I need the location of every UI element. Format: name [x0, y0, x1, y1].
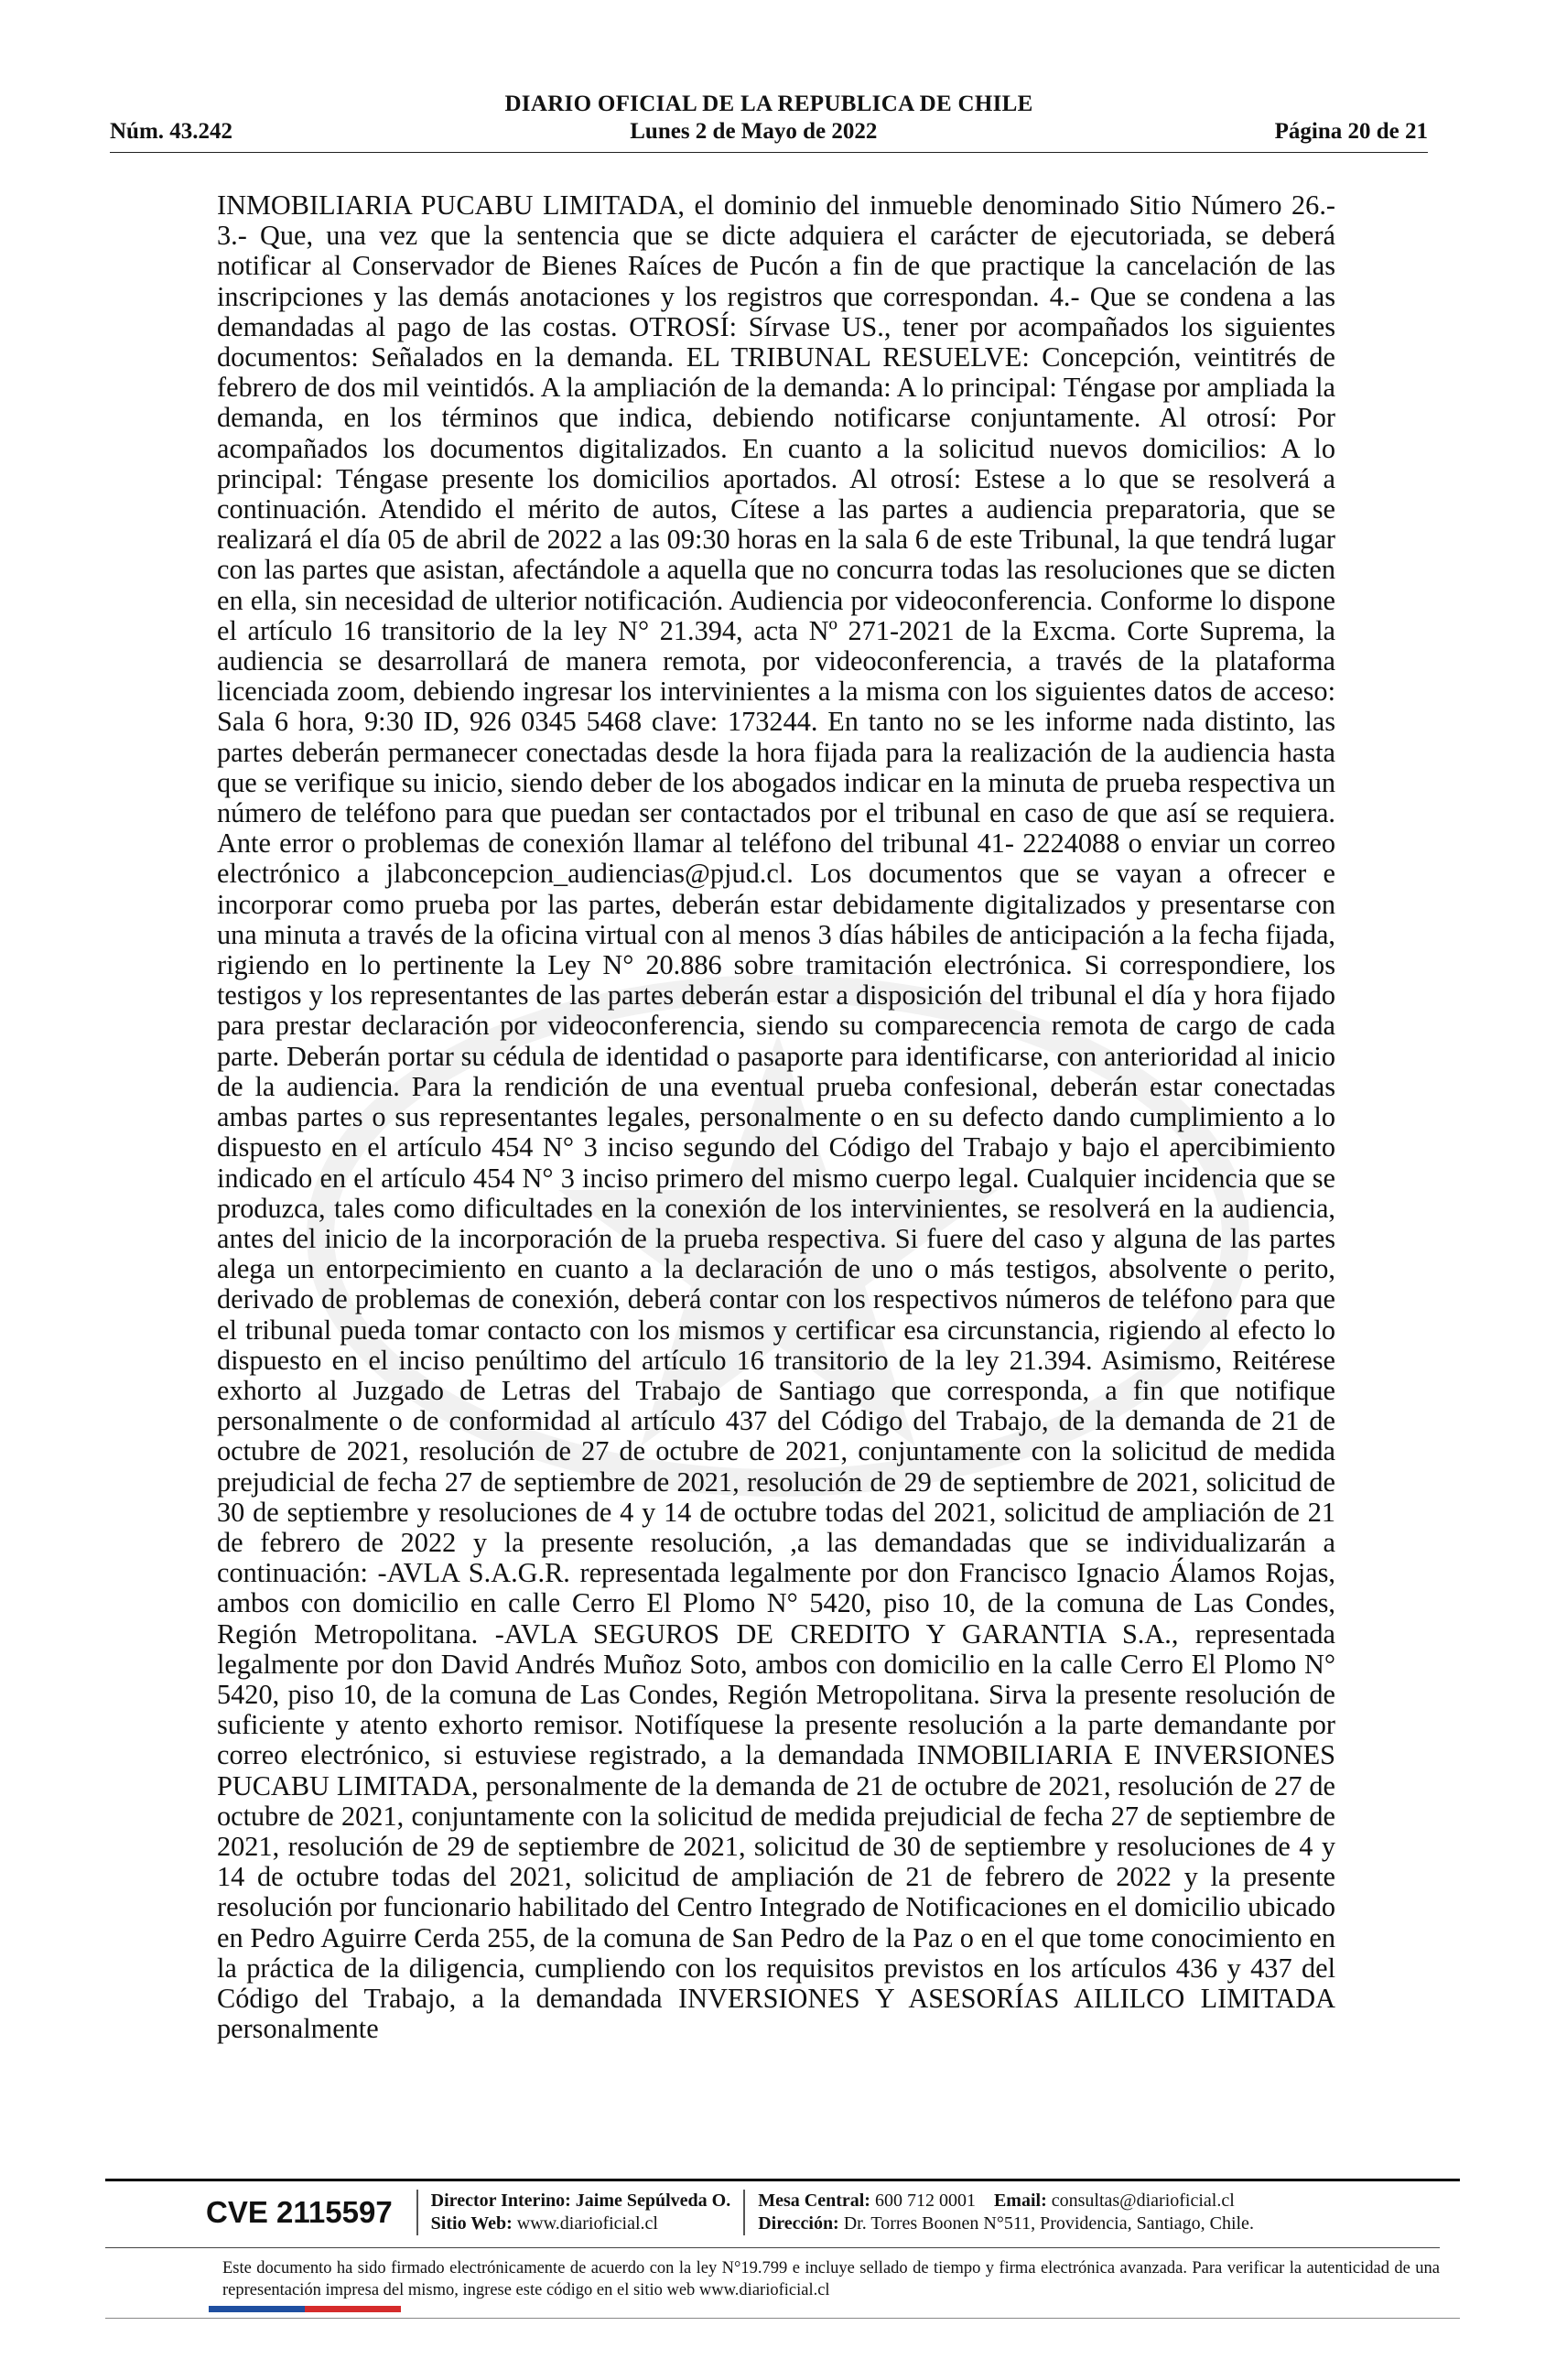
footer-info [105, 2181, 1460, 2244]
page-number: Página 20 de 21 [1274, 119, 1428, 144]
page-footer [105, 2179, 1460, 2301]
stripe-red [305, 2306, 401, 2312]
director-name: Jaime Sepúlveda O. [575, 2191, 731, 2211]
stripe-blue [209, 2306, 305, 2312]
address-value: Dr. Torres Boonen N°511, Providencia, Santiago, Chile. [843, 2213, 1254, 2234]
cve-code: CVE 2115597 [206, 2195, 393, 2229]
footer-contact-block [743, 2190, 1267, 2235]
director-label: Director Interino: [430, 2191, 571, 2211]
document-body: INMOBILIARIA PUCABU LIMITADA, el dominio del inmueble denominado Sitio Número 26.- 3.- Que, una vez que la sentencia que se dicte adquiera el carácter de ejecutoriada, se deberá notificar al Conservador de Bienes Raíces de Pucón a fin de que practique la cancelación de las inscripciones y las demás anotaciones y los registros que correspondan. 4.- Que se condena a las demandadas al pago de las costas. OTROSÍ: Sírvase US., tener por acompañados los siguientes documentos: Señalados en la demanda. EL TRIBUNAL RESUELVE: Concepción, veintitrés de febrero de dos mil veintidós. A la ampliación de la demanda: A lo principal: Téngase por ampliada la demanda, en los términos que indica, debiendo notificarse conjuntamente. Al otrosí: Por acompañados los documentos digitalizados. En cuanto a la solicitud nuevos domicilios: A lo principal: Téngase presente los domicilios aportados. Al otrosí: Estese a lo que se resolverá a continuación. Atendido el mérito de autos, Cítese a las partes a audiencia preparatoria, que se realizará el día 05 de abril de 2022 a las 09:30 horas en la sala 6 de este Tribunal, la que tendrá lugar con las partes que asistan, afectándole a aquella que no concurra todas las resoluciones que se dicten en ella, sin necesidad de ulterior notificación. Audiencia por videoconferencia. Conforme lo dispone el artículo 16 transitorio de la ley N° 21.394, acta Nº 271-2021 de la Excma. Corte Suprema, la audiencia se desarrollará de manera remota, por videoconferencia, a través de la plataforma licenciada zoom, debiendo ingresar los intervinientes a la misma con los siguientes datos de acceso: Sala 6 hora, 9:30 ID, 926 0345 5468 clave: 173244. En tanto no se les informe nada distinto, las partes deberán permanecer conectadas desde la hora fijada para la realización de la audiencia hasta que se verifique su inicio, siendo deber de los abogados indicar en la minuta de prueba respectiva un número de teléfono para que puedan ser contactados por el tribunal en caso de que así se requiera. Ante error o problemas de conexión llamar al teléfono del tribunal 41- 2224088 o enviar un correo electrónico a jlabconcepcion_audiencias@pjud.cl. Los documentos que se vayan a ofrecer e incorporar como prueba por las partes, deberán estar debidamente digitalizados y presentarse con una minuta a través de la oficina virtual con al menos 3 días hábiles de anticipación a la fecha fijada, rigiendo en lo pertinente la Ley N° 20.886 sobre tramitación electrónica. Si correspondiere, los testigos y los representantes de las partes deberán estar a disposición del tribunal el día y hora fijado para prestar declaración por videoconferencia, siendo su comparecencia remota de cargo de cada parte. Deberán portar su cédula de identidad o pasaporte para identificarse, con anterioridad al inicio de la audiencia. Para la rendición de una eventual prueba confesional, deberán estar conectadas ambas partes o sus representantes legales, personalmente o en su defecto dando cumplimiento a lo dispuesto en el artículo 454 N° 3 inciso segundo del Código del Trabajo y bajo el apercibimiento indicado en el artículo 454 N° 3 inciso primero del mismo cuerpo legal. Cualquier incidencia que se produzca, tales como dificultades en la conexión de los intervinientes, se resolverá en la audiencia, antes del inicio de la incorporación de la prueba respectiva. Si fuere del caso y alguna de las partes alega un entorpecimiento en cuanto a la declaración de uno o más testigos, absolvente o perito, derivado de problemas de conexión, deberá contar con los respectivos números de teléfono para que el tribunal pueda tomar contacto con los mismos y certificar esa circunstancia, rigiendo al efecto lo dispuesto en el inciso penúltimo del artículo 16 transitorio de la ley 21.394. Asimismo, Reitérese exhorto al Juzgado de Letras del Trabajo de Santiago que corresponda, a fin que notifique personalmente o de conformidad al artículo 437 del Código del Trabajo, de la demanda de 21 de octubre de 2021, resolución de 27 de octubre de 2021, conjuntamente con la solicitud de medida prejudicial de fecha 27 de septiembre de 2021, resolución de 29 de septiembre de 2021, solicitud de 30 de septiembre y resoluciones de 4 y 14 de octubre todas del 2021, solicitud de ampliación de 21 de febrero de 2022 y la presente resolución, ,a las demandadas que se individualizarán a continuación: -AVLA S.A.G.R. representada legalmente por don Francisco Ignacio Álamos Rojas, ambos con domicilio en calle Cerro El Plomo N° 5420, piso 10, de la comuna de Las Condes, Región Metropolitana. -AVLA SEGUROS DE CREDITO Y GARANTIA S.A., representada legalmente por don David Andrés Muñoz Soto, ambos con domicilio en la calle Cerro El Plomo N° 5420, piso 10, de la comuna de Las Condes, Región Metropolitana. Sirva la presente resolución de suficiente y atento exhorto remisor. Notifíquese la presente resolución a la parte demandante por correo electrónico, si estuviese registrado, a la demandada INMOBILIARIA E INVERSIONES PUCABU LIMITADA, personalmente de la demanda de 21 de octubre de 2021, resolución de 27 de octubre de 2021, conjuntamente con la solicitud de medida prejudicial de fecha 27 de septiembre de 2021, resolución de 29 de septiembre de 2021, solicitud de 30 de septiembre y resoluciones de 4 y 14 de octubre todas del 2021, solicitud de ampliación de 21 de febrero de 2022 y la presente resolución por funcionario habilitado del Centro Integrado de Notificaciones en el domicilio ubicado en Pedro Aguirre Cerda 255, de la comuna de San Pedro de la Paz o en el que tome conocimiento en la práctica de la diligencia, cumpliendo con los requisitos previstos en los artículos 436 y 437 del Código del Trabajo, a la demandada INVERSIONES Y ASESORÍAS AILILCO LIMITADA personalmente [217, 189, 1335, 2045]
flag-stripe [209, 2306, 401, 2312]
email-link[interactable]: consultas@diarioficial.cl [1051, 2191, 1235, 2211]
header-rule [110, 152, 1428, 153]
legal-notice: Este documento ha sido firmado electrónicamente de acuerdo con la ley N°19.799 e incluye sellado de tiempo y firma electrónica avanzada. Para verificar la autenticidad de una representación impresa del mismo, ingrese este código en el sitio web www.diarioficial.cl [105, 2247, 1440, 2301]
issue-number: Núm. 43.242 [110, 119, 233, 144]
bottom-rule [105, 2318, 1460, 2319]
header-meta-row [110, 119, 1428, 145]
footer-director-block [416, 2190, 744, 2235]
issue-date: Lunes 2 de Mayo de 2022 [630, 119, 878, 144]
central-label: Mesa Central: [758, 2191, 870, 2211]
site-link[interactable]: www.diarioficial.cl [516, 2213, 658, 2234]
address-label: Dirección: [758, 2213, 839, 2234]
email-label: Email: [993, 2191, 1047, 2211]
site-label: Sitio Web: [430, 2213, 513, 2234]
central-phone: 600 712 0001 [874, 2191, 976, 2211]
masthead-title: DIARIO OFICIAL DE LA REPUBLICA DE CHILE [504, 92, 1033, 116]
page-header [110, 92, 1428, 153]
